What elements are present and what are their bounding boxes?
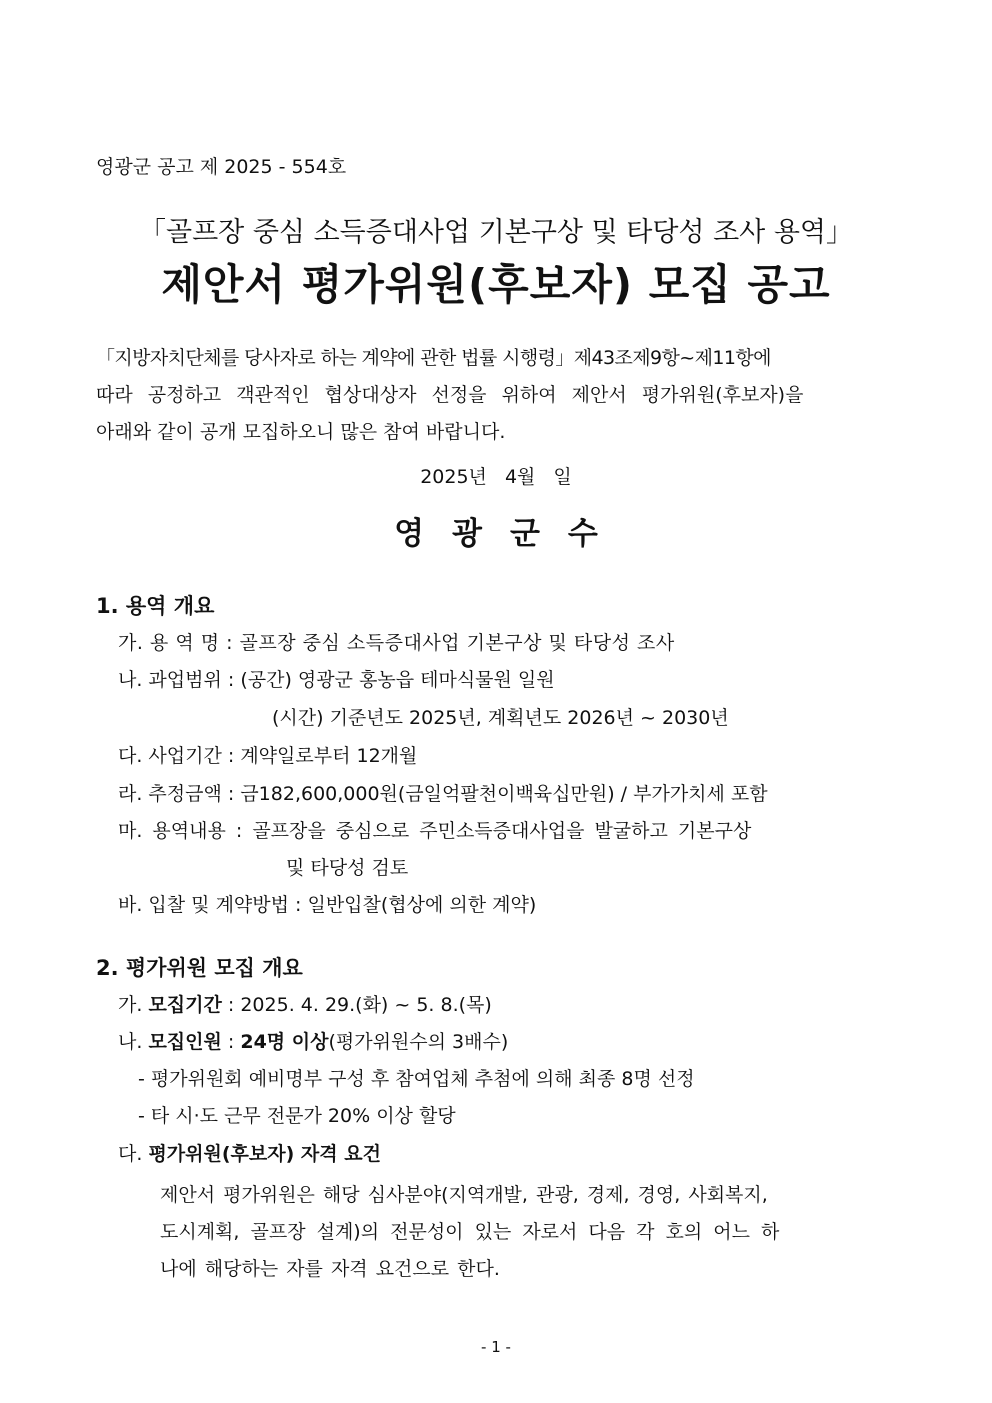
list-item: 및 타당성 검토	[286, 857, 409, 879]
recruit-period	[118, 990, 492, 1017]
issuer-name: 영광군수	[394, 516, 626, 552]
page-number: - 1 -	[481, 1338, 511, 1356]
list-item: 바. 입찰 및 계약방법 : 일반입찰(협상에 의한 계약)	[118, 894, 537, 916]
intro-line: 「지방자치단체를 당사자로 하는 계약에 관한 법률 시행령」제43조제9항~제11항에	[96, 347, 771, 369]
list-item: 가. 용 역 명 : 골프장 중심 소득증대사업 기본구상 및 타당성 조사	[118, 632, 675, 654]
item-label: 평가위원(후보자) 자격 요건	[148, 1143, 381, 1165]
document-subtitle: 「골프장 중심 소득증대사업 기본구상 및 타당성 조사 용역」	[139, 217, 853, 248]
item-label: 모집기간	[148, 994, 222, 1016]
intro-paragraph	[96, 340, 904, 451]
item-prefix: 나.	[118, 1031, 149, 1053]
notice-number: 영광군 공고 제 2025 - 554호	[96, 156, 347, 178]
item-separator: :	[221, 1031, 241, 1053]
item-value: 2025. 4. 29.(화) ~ 5. 8.(목)	[240, 994, 492, 1016]
list-item: 나. 과업범위 : (공간) 영광군 홍농읍 테마식물원 일원	[118, 669, 555, 691]
document-title: 제안서 평가위원(후보자) 모집 공고	[161, 260, 831, 309]
bullet-item: - 타 시·도 근무 전문가 20% 이상 할당	[138, 1105, 456, 1127]
qualification-line: 나에 해당하는 자를 자격 요건으로 한다.	[160, 1258, 500, 1280]
qualification-line: 도시계획, 골프장 설계)의 전문성이 있는 자로서 다음 각 호의 어느 하	[160, 1221, 780, 1243]
list-item: 라. 추정금액 : 금182,600,000원(금일억팔천이백육십만원) / 부가가치세 포함	[118, 783, 768, 805]
qualification-heading	[118, 1139, 381, 1166]
item-prefix: 다.	[118, 1143, 149, 1165]
intro-line: 따라 공정하고 객관적인 협상대상자 선정을 위하여 제안서 평가위원(후보자)을	[96, 384, 804, 406]
item-prefix: 가.	[118, 994, 149, 1016]
qualification-line: 제안서 평가위원은 해당 심사분야(지역개발, 관광, 경제, 경영, 사회복지,	[160, 1184, 768, 1206]
recruit-members	[118, 1027, 508, 1054]
list-item: 다. 사업기간 : 계약일로부터 12개월	[118, 745, 418, 767]
bullet-item: - 평가위원회 예비명부 구성 후 참여업체 추첨에 의해 최종 8명 선정	[138, 1068, 695, 1090]
list-item: 마. 용역내용 : 골프장을 중심으로 주민소득증대사업을 발굴하고 기본구상	[118, 820, 752, 842]
section-title: 1. 용역 개요	[96, 594, 215, 618]
item-value: (평가위원수의 3배수)	[328, 1031, 509, 1053]
section-title: 2. 평가위원 모집 개요	[96, 956, 303, 980]
notice-date: 2025년 4월 일	[420, 466, 572, 488]
list-item: (시간) 기준년도 2025년, 계획년도 2026년 ~ 2030년	[272, 707, 729, 729]
item-label: 모집인원	[148, 1031, 222, 1053]
intro-line: 아래와 같이 공개 모집하오니 많은 참여 바랍니다.	[96, 421, 506, 443]
item-separator: :	[221, 994, 241, 1016]
item-value-bold: 24명 이상	[240, 1031, 329, 1053]
